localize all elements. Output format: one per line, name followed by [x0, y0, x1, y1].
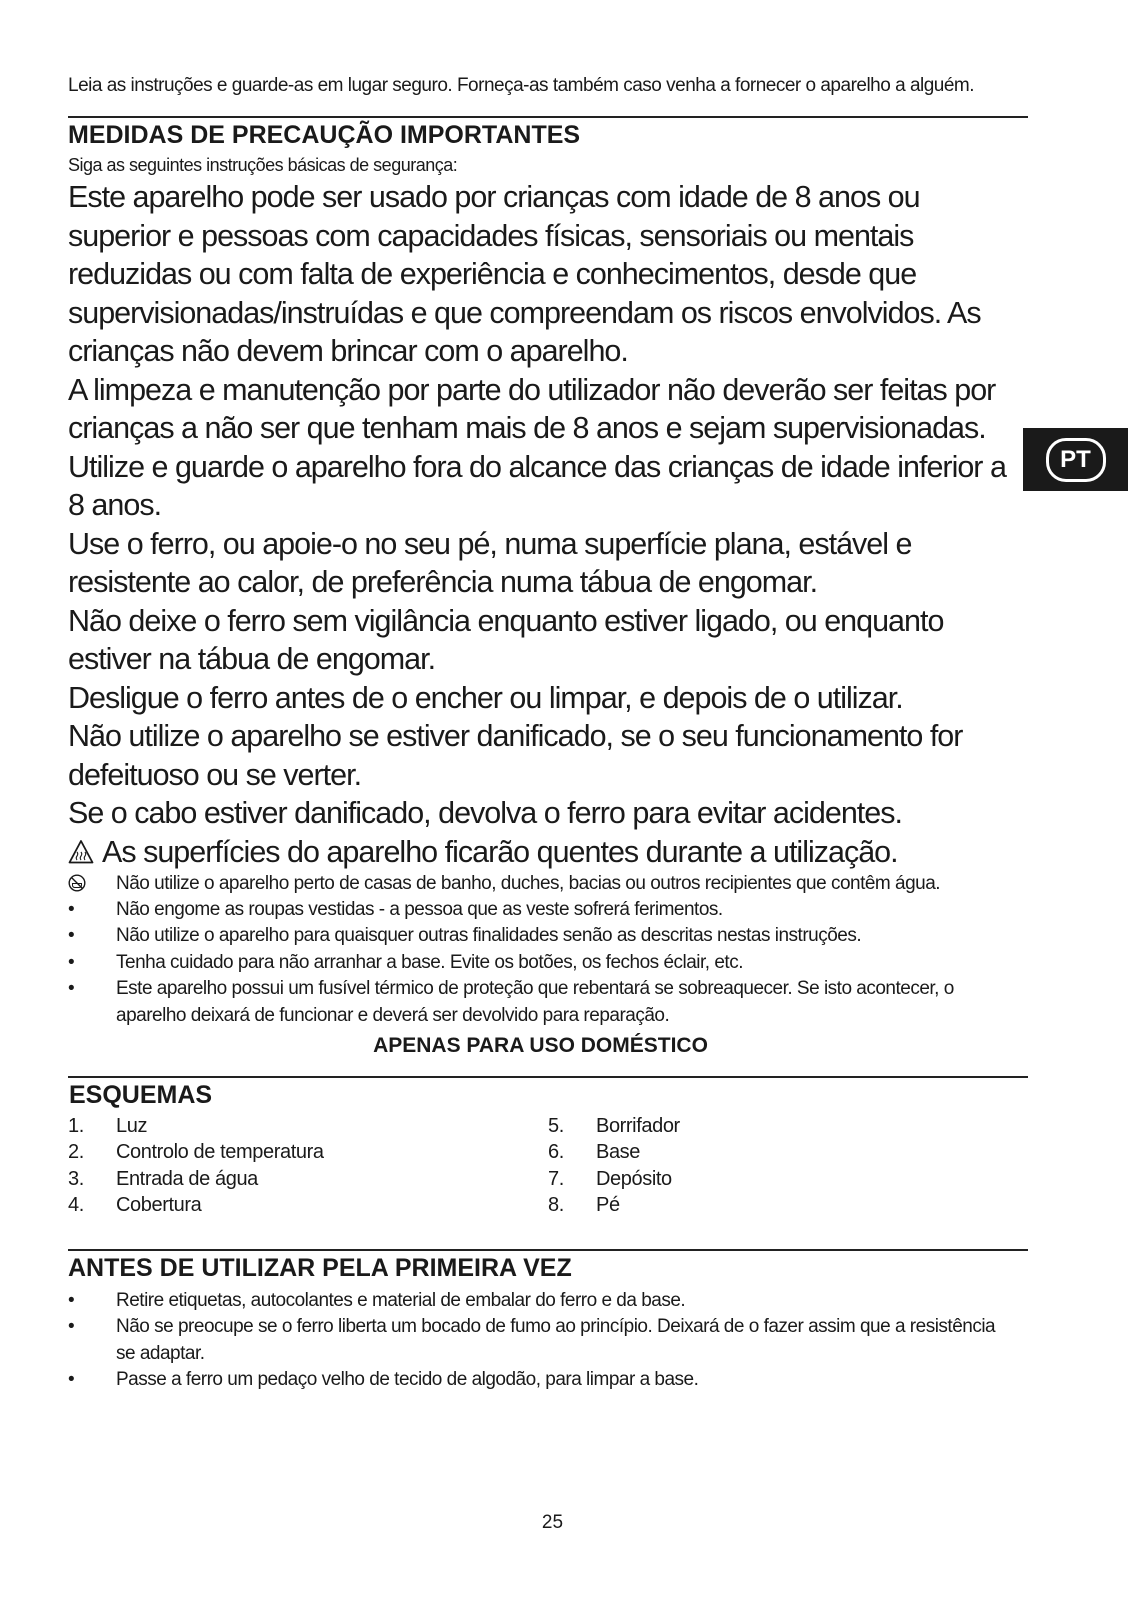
no-bathroom-use-icon [68, 874, 86, 892]
item-label: Cobertura [116, 1194, 202, 1217]
list-item-text: Não utilize o aparelho para quaisquer outras finalidades senão as descritas nestas instruções. [116, 925, 862, 947]
paragraph-surface: Use o ferro, ou apoie-o no seu pé, numa superfície plana, estável e resistente ao calor, de preferência numa tábua de engomar. [68, 526, 912, 599]
bullet: • [68, 898, 75, 920]
list-item [68, 1166, 548, 1193]
item-number: 3. [68, 1167, 84, 1190]
item-label: Borrifador [596, 1114, 680, 1137]
list-item [68, 923, 996, 949]
schemes-list [68, 1113, 1028, 1219]
list-item [68, 1139, 548, 1166]
bullet: • [68, 925, 75, 947]
item-label: Controlo de temperatura [116, 1141, 324, 1164]
list-item [548, 1139, 1028, 1166]
precautions-title: MEDIDAS DE PRECAUÇÃO IMPORTANTES [68, 121, 581, 149]
list-item [68, 897, 996, 923]
item-number: 2. [68, 1141, 84, 1164]
section-divider [68, 1249, 1028, 1251]
list-item-text: Não engome as roupas vestidas - a pessoa que as veste sofrerá ferimentos. [116, 898, 723, 920]
section-divider [68, 116, 1028, 118]
language-badge: PT [1046, 438, 1106, 482]
item-label: Pé [596, 1194, 620, 1217]
list-item [68, 1113, 548, 1140]
item-number: 1. [68, 1114, 84, 1137]
list-item [68, 1192, 548, 1219]
language-tab [1023, 428, 1128, 491]
item-number: 7. [548, 1167, 564, 1190]
intro-text: Leia as instruções e guarde-as em lugar seguro. Forneça-as também caso venha a fornecer o aparelho a alguém. [68, 75, 975, 96]
paragraph-damaged: Não utilize o aparelho se estiver danificado, se o seu funcionamento for defeituoso ou se verter. [68, 719, 963, 792]
schemes-list-right [548, 1113, 1028, 1219]
precautions-large-text [68, 178, 1028, 871]
list-item [548, 1113, 1028, 1140]
item-label: Depósito [596, 1167, 672, 1190]
list-item [68, 950, 996, 976]
precautions-subtitle: Siga as seguintes instruções básicas de segurança: [68, 155, 458, 175]
list-item [68, 871, 996, 897]
list-item-text: Este aparelho possui um fusível térmico de proteção que rebentará se sobreaquecer. Se isto acontecer, o aparelho deixará de funcionar e deverá ser devolvido para reparação. [116, 978, 954, 1026]
paragraph-cable: Se o cabo estiver danificado, devolva o ferro para evitar acidentes. [68, 796, 902, 830]
list-item [548, 1192, 1028, 1219]
item-label: Luz [116, 1114, 148, 1137]
first-use-list [68, 1288, 1028, 1394]
precautions-small-list [68, 871, 1028, 1029]
hot-surface-warning-text: As superfícies do aparelho ficarão quentes durante a utilização. [102, 834, 898, 869]
list-item [68, 1288, 996, 1314]
hot-surface-warning-icon [68, 839, 94, 865]
list-item [548, 1166, 1028, 1193]
list-item-text: Tenha cuidado para não arranhar a base. Evite os botões, os fechos éclair, etc. [116, 951, 743, 973]
item-number: 6. [548, 1141, 564, 1164]
list-item-text: Retire etiquetas, autocolantes e material de embalar do ferro e da base. [116, 1289, 686, 1311]
item-number: 8. [548, 1194, 564, 1217]
paragraph-children-use: Este aparelho pode ser usado por crianças com idade de 8 anos ou superior e pessoas com capacidades físicas, sensoriais ou mentais reduzidas ou com falta de experiência e conhecimentos, desde que supervisionadas/instruídas e que compreendam os riscos envolvidos. As crianças não devem brincar com o aparelho. [68, 180, 981, 368]
paragraph-storage: Utilize e guarde o aparelho fora do alcance das crianças de idade inferior a 8 anos. [68, 449, 1006, 522]
list-item-text: Passe a ferro um pedaço velho de tecido de algodão, para limpar a base. [116, 1369, 699, 1391]
list-item-text: Não se preocupe se o ferro liberta um bocado de fumo ao princípio. Deixará de o fazer assim que a resistência se adaptar. [116, 1316, 996, 1364]
item-label: Entrada de água [116, 1167, 258, 1190]
list-item [68, 976, 996, 1029]
schemes-list-left [68, 1113, 548, 1219]
list-item-text: Não utilize o aparelho perto de casas de banho, duches, bacias ou outros recipientes que contêm água. [116, 872, 941, 894]
page-number: 25 [541, 1512, 564, 1533]
paragraph-unattended: Não deixe o ferro sem vigilância enquanto estiver ligado, ou enquanto estiver na tábua de engomar. [68, 603, 944, 676]
paragraph-cleaning: A limpeza e manutenção por parte do utilizador não deverão ser feitas por crianças a não ser que tenham mais de 8 anos e sejam supervisionadas. [68, 372, 996, 445]
item-label: Base [596, 1141, 640, 1164]
bullet: • [68, 978, 75, 1000]
bullet: • [68, 1289, 75, 1311]
manual-page [68, 72, 1028, 1394]
item-number: 4. [68, 1194, 84, 1217]
household-only-notice: APENAS PARA USO DOMÉSTICO [373, 1033, 708, 1057]
bullet: • [68, 1369, 75, 1391]
item-number: 5. [548, 1114, 564, 1137]
list-item [68, 1314, 996, 1367]
first-use-title: ANTES DE UTILIZAR PELA PRIMEIRA VEZ [68, 1253, 572, 1282]
schemes-title: ESQUEMAS [69, 1080, 213, 1109]
paragraph-unplug: Desligue o ferro antes de o encher ou limpar, e depois de o utilizar. [68, 680, 903, 715]
bullet: • [68, 1316, 75, 1338]
list-item [68, 1367, 996, 1393]
hot-surface-warning [68, 833, 1028, 871]
section-divider [68, 1076, 1028, 1078]
bullet: • [68, 951, 75, 973]
